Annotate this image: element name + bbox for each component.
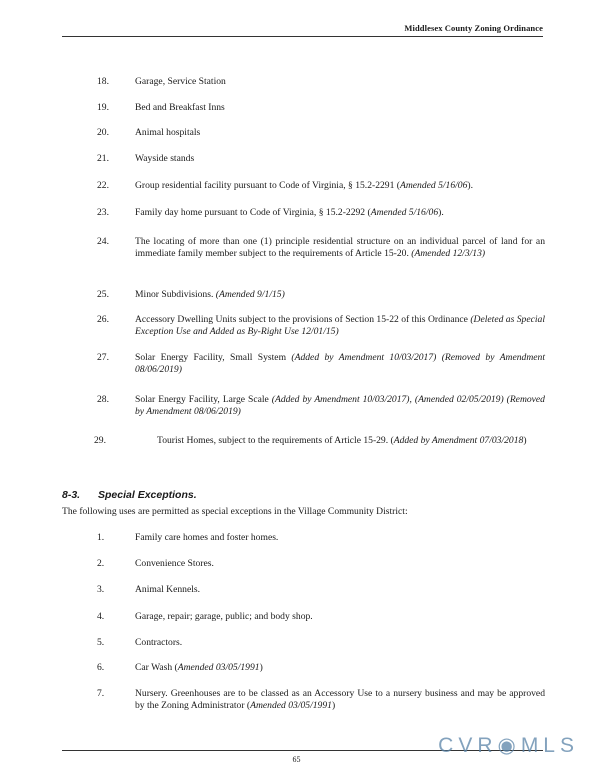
exceptions-item-body: Convenience Stores. <box>135 558 214 569</box>
exceptions-item-text <box>135 558 545 570</box>
uses-item-tail: ) <box>523 435 527 446</box>
uses-item-number: 25. <box>97 289 109 300</box>
exceptions-item-number: 2. <box>97 558 105 569</box>
uses-item-body: Animal hospitals <box>135 127 201 138</box>
exceptions-item-number: 1. <box>97 532 105 543</box>
uses-item-body: Group residential facility pursuant to Code of Virginia, § 15.2-2291 ( <box>135 180 400 191</box>
exceptions-item-number: 3. <box>97 584 105 595</box>
exceptions-item-text <box>135 532 545 544</box>
uses-item-body: The locating of more than one (1) principle residential structure on an individual parcel of land for an immediate family member subject to the requirements of Article 15-20. <box>135 236 545 260</box>
exceptions-item-text <box>135 611 545 623</box>
exceptions-item-text <box>135 637 545 649</box>
page-number: 65 <box>292 755 301 764</box>
uses-item-number: 24. <box>97 236 109 247</box>
uses-item-text <box>135 394 545 419</box>
exceptions-item-body: Animal Kennels. <box>135 584 201 595</box>
uses-item-text <box>135 352 545 377</box>
exceptions-item-text <box>135 662 545 674</box>
uses-item-body: Solar Energy Facility, Large Scale <box>135 394 272 405</box>
uses-item-amendment: (Amended 12/3/13) <box>411 248 486 260</box>
uses-item-number: 19. <box>97 102 109 113</box>
section-title: Special Exceptions. <box>98 489 197 501</box>
watermark-logo: CVR◉MLS <box>438 734 579 757</box>
uses-item-number: 22. <box>97 180 109 191</box>
header-rule <box>62 36 543 37</box>
exceptions-item-body: Contractors. <box>135 637 183 648</box>
exceptions-item-body: Car Wash ( <box>135 662 178 673</box>
exceptions-item-number: 6. <box>97 662 105 673</box>
uses-item-text <box>157 435 537 447</box>
uses-item-text <box>135 207 545 219</box>
uses-item-amendment: Added by Amendment 07/03/2018 <box>393 435 524 446</box>
section-intro: The following uses are permitted as special exceptions in the Village Community District: <box>62 506 408 517</box>
uses-item-text <box>135 76 545 88</box>
uses-item-number: 23. <box>97 207 109 218</box>
uses-item-amendment: (Deleted as Special Exception Use and Added as By-Right Use 12/01/15) <box>135 314 545 338</box>
exceptions-item-text <box>135 584 545 596</box>
uses-item-text <box>135 153 545 165</box>
uses-item-text <box>135 180 545 192</box>
uses-item-text <box>135 236 545 261</box>
uses-item-number: 28. <box>97 394 109 405</box>
uses-item-body: Tourist Homes, subject to the requirements of Article 15-29. ( <box>157 435 394 446</box>
uses-item-number: 21. <box>97 153 109 164</box>
uses-item-number: 20. <box>97 127 109 138</box>
exceptions-item-text <box>135 688 545 713</box>
uses-item-text <box>135 289 545 301</box>
section-heading <box>62 489 197 501</box>
uses-item-number: 27. <box>97 352 109 363</box>
exceptions-item-tail: ) <box>331 700 336 712</box>
section-number: 8-3. <box>62 489 81 501</box>
exceptions-item-body: Nursery. Greenhouses are to be classed as an Accessory Use to a nursery business and may be approved by the Zoning Administrator ( <box>135 688 545 712</box>
uses-item-body: Minor Subdivisions. <box>135 289 216 300</box>
header-title: Middlesex County Zoning Ordinance <box>404 23 543 33</box>
uses-item-amendment: (Amended 9/1/15) <box>215 289 285 300</box>
uses-item-text <box>135 127 545 139</box>
uses-item-tail: ). <box>467 180 473 191</box>
uses-item-body: Bed and Breakfast Inns <box>135 102 225 113</box>
uses-item-number: 18. <box>97 76 109 87</box>
uses-item-number: 29. <box>94 435 106 446</box>
uses-item-amendment: Amended 5/16/06 <box>399 180 468 191</box>
exceptions-item-tail: ) <box>259 662 263 673</box>
exceptions-item-body: Garage, repair; garage, public; and body shop. <box>135 611 313 622</box>
uses-item-number: 26. <box>97 314 109 325</box>
uses-item-text <box>135 314 545 339</box>
uses-item-amendment: (Added by Amendment 10/03/2017) (Removed by Amendment 08/06/2019) <box>135 352 545 376</box>
exceptions-item-number: 5. <box>97 637 105 648</box>
uses-item-tail: ). <box>438 207 444 218</box>
uses-item-body: Wayside stands <box>135 153 195 164</box>
exceptions-item-number: 4. <box>97 611 105 622</box>
uses-item-amendment: (Added by Amendment 10/03/2017), (Amended 02/05/2019) (Removed by Amendment 08/06/2019) <box>135 394 545 418</box>
uses-item-text <box>135 102 545 114</box>
uses-item-body: Family day home pursuant to Code of Virginia, § 15.2-2292 ( <box>135 207 371 218</box>
exceptions-item-number: 7. <box>97 688 105 699</box>
exceptions-item-body: Family care homes and foster homes. <box>135 532 279 543</box>
uses-item-amendment: Amended 5/16/06 <box>370 207 439 218</box>
uses-item-body: Accessory Dwelling Units subject to the provisions of Section 15-22 of this Ordinance <box>135 314 471 325</box>
uses-item-body: Solar Energy Facility, Small System <box>135 352 292 363</box>
exceptions-item-amendment: Amended 03/05/1991 <box>250 700 332 712</box>
exceptions-item-amendment: Amended 03/05/1991 <box>177 662 260 673</box>
uses-item-body: Garage, Service Station <box>135 76 226 87</box>
